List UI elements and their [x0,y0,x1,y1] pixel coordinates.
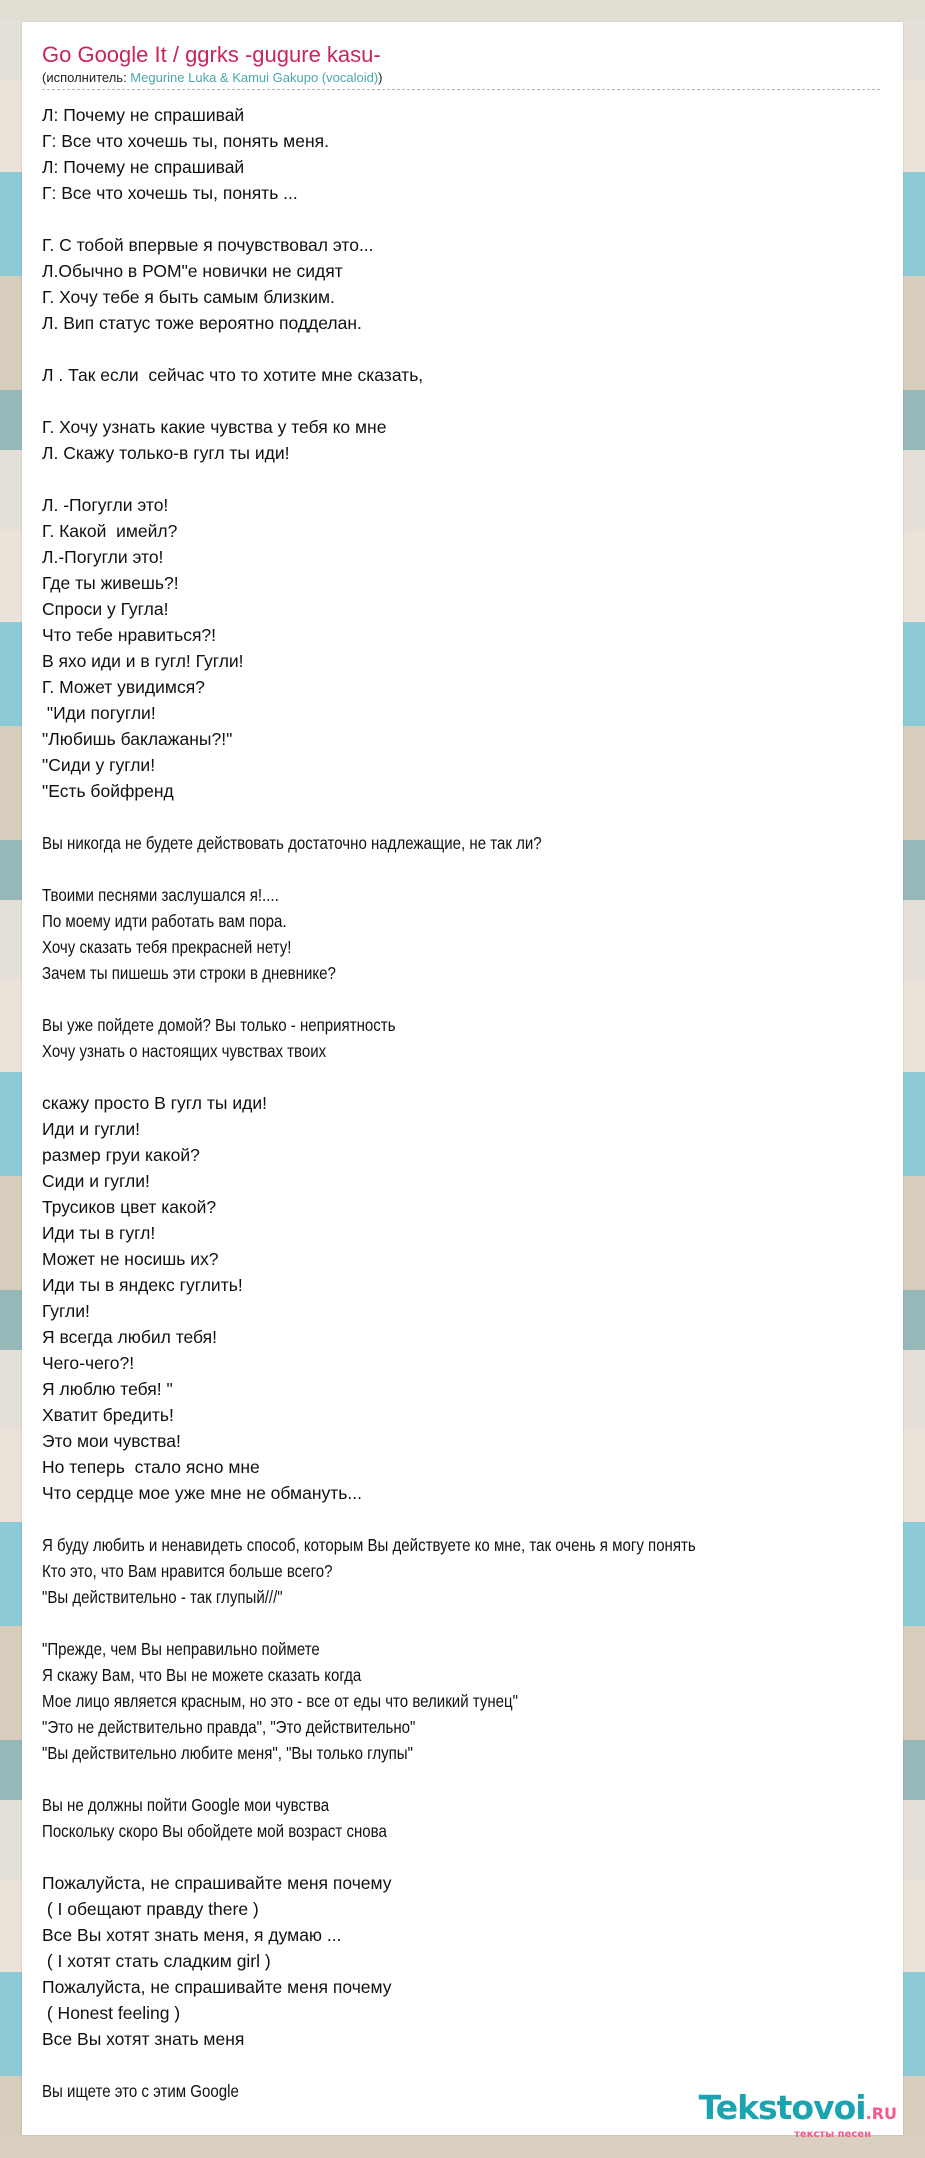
lyric-line: Я люблю тебя! " [42,1379,173,1399]
artist-prefix: (исполнитель: [42,70,131,85]
lyric-line: скажу просто В гугл ты иди! [42,1093,267,1113]
lyric-line: Хочу узнать о настоящих чувствах твоих [42,1041,327,1061]
lyric-line: Л: Почему не спрашивай [42,105,245,125]
lyric-line: Л. Вип статус тоже вероятно подделан. [42,313,362,333]
lyric-line: Вы не должны пойти Google мои чувства [42,1795,330,1815]
lyric-line: Г. Хочу тебе я быть самым близким. [42,287,335,307]
artist-link[interactable]: Megurine Luka & Kamui Gakupo (vocaloid) [130,70,379,85]
lyric-line: Это мои чувства! [42,1431,181,1451]
lyric-line: Г. Хочу узнать какие чувства у тебя ко мне [42,417,387,437]
lyric-line: Зачем ты пишешь эти строки в дневнике? [42,963,336,983]
lyrics-card [22,22,903,2140]
lyric-line: ( Honest feeling ) [42,2003,181,2023]
lyric-blank-line [42,986,922,1012]
logo-tld: .RU [865,2104,897,2123]
lyric-line: Может не носишь их? [42,1249,219,1269]
lyric-line: Вы уже пойдете домой? Вы только - неприятность [42,1015,396,1035]
logo-main-text: Tekstovoi [698,2088,866,2127]
lyric-line: ( I обещают правду there ) [42,1899,259,1919]
lyric-line: Что тебе нравиться?! [42,625,217,645]
lyrics-body [42,102,922,2104]
lyric-line: Чего-чего?! [42,1353,135,1373]
lyric-line: Г. Какой имейл? [42,521,178,541]
lyric-line: Л.-Погугли это! [42,547,164,567]
lyric-line: Хватит бредить! [42,1405,174,1425]
song-title: Go Google It / ggrks -gugure kasu- [42,42,381,67]
lyric-line: Спроси у Гугла! [42,599,169,619]
lyric-blank-line [42,1506,922,1532]
page-top-background [0,0,925,20]
lyric-line: Иди ты в яндекс гуглить! [42,1275,243,1295]
lyric-line: Вы никогда не будете действовать достаточно надлежащие, не так ли? [42,833,542,853]
lyric-blank-line [42,206,922,232]
lyric-line: "Это не действительно правда", "Это действительно" [42,1717,416,1737]
lyric-line: Пожалуйста, не спрашивайте меня почему [42,1977,392,1997]
lyric-line: Сиди и гугли! [42,1171,150,1191]
lyric-line: Л. -Погугли это! [42,495,169,515]
lyric-line: Мое лицо является красным, но это - все от еды что великий тунец" [42,1691,519,1711]
lyric-line: Иди и гугли! [42,1119,141,1139]
lyric-line: Пожалуйста, не спрашивайте меня почему [42,1873,392,1893]
lyric-blank-line [42,1844,922,1870]
lyric-line: Все Вы хотят знать меня [42,2029,245,2049]
lyric-line: Все Вы хотят знать меня, я думаю ... [42,1925,342,1945]
lyric-blank-line [42,2052,799,2078]
site-logo[interactable] [677,2088,897,2141]
lyric-blank-line [42,856,922,882]
lyric-line: Г: Все что хочешь ты, понять ... [42,183,298,203]
lyric-line: ( I хотят стать сладким girl ) [42,1951,271,1971]
artist-line [42,70,880,90]
lyric-line: Но теперь стало ясно мне [42,1457,260,1477]
lyric-line: Я буду любить и ненавидеть способ, которым Вы действуете ко мне, так очень я могу понять [42,1535,696,1555]
lyric-line: Что сердце мое уже мне не обмануть... [42,1483,362,1503]
lyric-blank-line [42,1610,922,1636]
lyric-line: По моему идти работать вам пора. [42,911,287,931]
lyric-line: Вы ищете это с этим Google [42,2081,239,2101]
lyric-line: Где ты живешь?! [42,573,179,593]
lyric-line: Иди ты в гугл! [42,1223,156,1243]
lyric-line: Л.Обычно в РОМ"е новички не сидят [42,261,343,281]
lyric-line: "Прежде, чем Вы неправильно поймете [42,1639,320,1659]
lyric-line: Л . Так если сейчас что то хотите мне сказать, [42,365,424,385]
song-header [42,42,902,90]
lyric-line: Поскольку скоро Вы обойдете мой возраст снова [42,1821,387,1841]
lyric-line: Л. Скажу только-в гугл ты иди! [42,443,290,463]
lyric-line: Г. С тобой впервые я почувствовал это... [42,235,374,255]
lyric-line: Л: Почему не спрашивай [42,157,245,177]
lyric-blank-line [42,336,922,362]
lyric-line: Трусиков цвет какой? [42,1197,217,1217]
artist-suffix: ) [378,70,383,85]
lyric-line: "Вы действительно любите меня", "Вы только глупы" [42,1743,413,1763]
lyric-blank-line [42,804,922,830]
lyric-line: Я всегда любил тебя! [42,1327,218,1347]
lyric-line: Гугли! [42,1301,90,1321]
lyric-line: Хочу сказать тебя прекрасней нету! [42,937,292,957]
lyric-line: "Вы действительно - так глупый///" [42,1587,283,1607]
logo-subtitle: тексты песен [794,2129,871,2140]
lyric-line: Г: Все что хочешь ты, понять меня. [42,131,329,151]
lyric-line: Я скажу Вам, что Вы не можете сказать когда [42,1665,362,1685]
lyric-blank-line [42,1064,922,1090]
logo-wordmark [677,2088,897,2131]
lyric-line: В яхо иди и в гугл! Гугли! [42,651,244,671]
lyric-line: Г. Может увидимся? [42,677,205,697]
lyric-line: "Иди погугли! [42,703,156,723]
lyric-line: "Сиди у гугли! [42,755,156,775]
lyric-blank-line [42,1766,922,1792]
lyric-blank-line [42,466,922,492]
lyric-line: "Любишь баклажаны?!" [42,729,233,749]
lyric-blank-line [42,388,922,414]
lyric-line: Твоими песнями заслушался я!.... [42,885,279,905]
lyric-line: размер груи какой? [42,1145,200,1165]
lyric-line: Кто это, что Вам нравится больше всего? [42,1561,333,1581]
lyric-line: "Есть бойфренд [42,781,174,801]
